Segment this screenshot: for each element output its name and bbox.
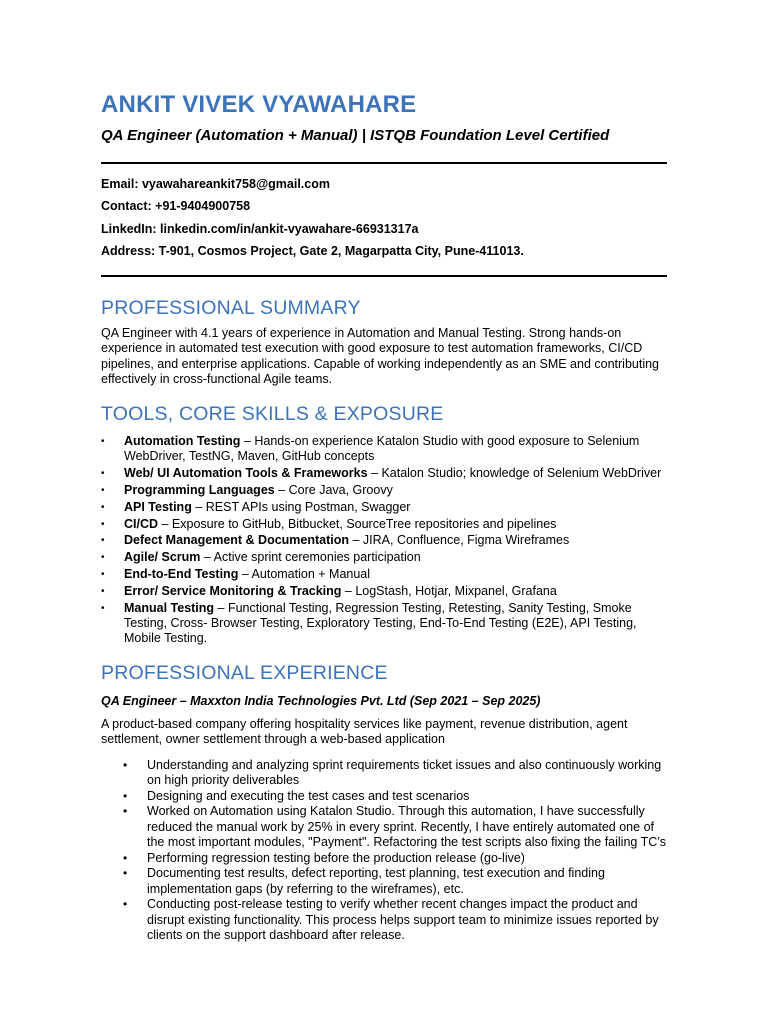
- skill-label: Web/ UI Automation Tools & Frameworks: [124, 466, 368, 481]
- experience-heading: PROFESSIONAL EXPERIENCE: [101, 661, 388, 684]
- skill-text: – Hands-on experience Katalon Studio with good exposure to Selenium WebDriver, TestNG, Maven, GitHub concepts: [124, 434, 640, 464]
- company-description: A product-based company offering hospitality services like payment, revenue distribution, agent settlement, owner settlement through a web-based application: [101, 716, 628, 747]
- skill-text: – Core Java, Groovy: [274, 483, 393, 497]
- skill-label: End-to-End Testing: [124, 566, 239, 581]
- contact-phone: Contact: +91-9404900758: [101, 199, 251, 214]
- skill-item: [101, 584, 667, 599]
- skill-text: – LogStash, Hotjar, Mixpanel, Grafana: [341, 583, 557, 598]
- skill-label: Programming Languages: [124, 483, 275, 497]
- candidate-subtitle: QA Engineer (Automation + Manual) | ISTQB Foundation Level Certified: [101, 127, 610, 144]
- skill-text: – Functional Testing, Regression Testing, Retesting, Sanity Testing, Smoke Testing, Cross- Browser Testing, Exploratory Testing, End-To-End Testing (E2E), API Testing, Mobile Testing.: [124, 600, 637, 646]
- skill-text: – Automation + Manual: [238, 566, 371, 581]
- skill-label: API Testing: [124, 499, 192, 514]
- skill-label: Error/ Service Monitoring & Tracking: [124, 583, 342, 598]
- top-divider: [101, 162, 667, 164]
- skill-text: – Active sprint ceremonies participation: [200, 550, 421, 565]
- skill-label: Defect Management & Documentation: [124, 533, 350, 548]
- skill-label: Automation Testing: [124, 434, 241, 448]
- skill-text: – JIRA, Confluence, Figma Wireframes: [349, 533, 570, 548]
- duty-item: • Designing and executing the test cases and test scenarios: [101, 789, 667, 804]
- skill-item: [101, 434, 667, 465]
- summary-text: QA Engineer with 4.1 years of experience in Automation and Manual Testing. Strong hands-on experience in automated test execution with good exposure to test automation frameworks, CI/CD pipelines, and enterprise applications. Capable of working independently as an SME and contributing effectively in cross-functional Agile teams.: [101, 326, 659, 386]
- skill-item: [101, 601, 667, 647]
- duties-list: [101, 758, 667, 943]
- skill-item: [101, 500, 667, 515]
- skill-text: – REST APIs using Postman, Swagger: [191, 499, 411, 514]
- skill-label: Manual Testing: [124, 600, 215, 615]
- duty-item: • Documenting test results, defect reporting, test planning, test execution and finding implementation gaps (by referring to the wireframes), etc.: [101, 866, 667, 896]
- duty-item: • Worked on Automation using Katalon Studio. Through this automation, I have successfully reduced the manual work by 25% in every sprint. Recently, I have entirely automated one of the most important modules, "Payment". Refactoring the test scripts also fixing the failing TC’s: [101, 804, 667, 850]
- summary-heading: PROFESSIONAL SUMMARY: [101, 297, 361, 320]
- duty-item: • Understanding and analyzing sprint requirements ticket issues and also continuously working on high priority deliverables: [101, 758, 667, 788]
- skills-list: [101, 434, 667, 647]
- skill-item: [101, 550, 667, 565]
- candidate-name: ANKIT VIVEK VYAWAHARE: [101, 91, 417, 118]
- bottom-divider: [101, 275, 667, 277]
- job-role: QA Engineer – Maxxton India Technologies Pvt. Ltd (Sep 2021 – Sep 2025): [101, 693, 541, 708]
- skill-text: – Exposure to GitHub, Bitbucket, SourceTree repositories and pipelines: [158, 516, 557, 531]
- skill-item: [101, 483, 667, 498]
- duty-item: • Conducting post-release testing to verify whether recent changes impact the product and disrupt existing functionality. This process helps support team to minimize issues reported by clients on the support dashboard after release.: [101, 897, 667, 943]
- contact-block: [101, 173, 667, 262]
- skill-item: [101, 517, 667, 532]
- skill-label: Agile/ Scrum: [124, 550, 201, 565]
- skill-label: CI/CD: [124, 516, 159, 531]
- skill-text: – Katalon Studio; knowledge of Selenium WebDriver: [367, 466, 662, 481]
- contact-address: Address: T-901, Cosmos Project, Gate 2, Magarpatta City, Pune-411013.: [101, 243, 524, 258]
- contact-email: Email: vyawahareankit758@gmail.com: [101, 177, 330, 191]
- contact-linkedin: LinkedIn: linkedin.com/in/ankit-vyawahare-66931317a: [101, 221, 419, 236]
- skill-item: [101, 466, 667, 481]
- skills-heading: TOOLS, CORE SKILLS & EXPOSURE: [101, 403, 444, 425]
- skill-item: [101, 567, 667, 582]
- duty-item: • Performing regression testing before the production release (go-live): [101, 851, 667, 866]
- skill-item: [101, 533, 667, 548]
